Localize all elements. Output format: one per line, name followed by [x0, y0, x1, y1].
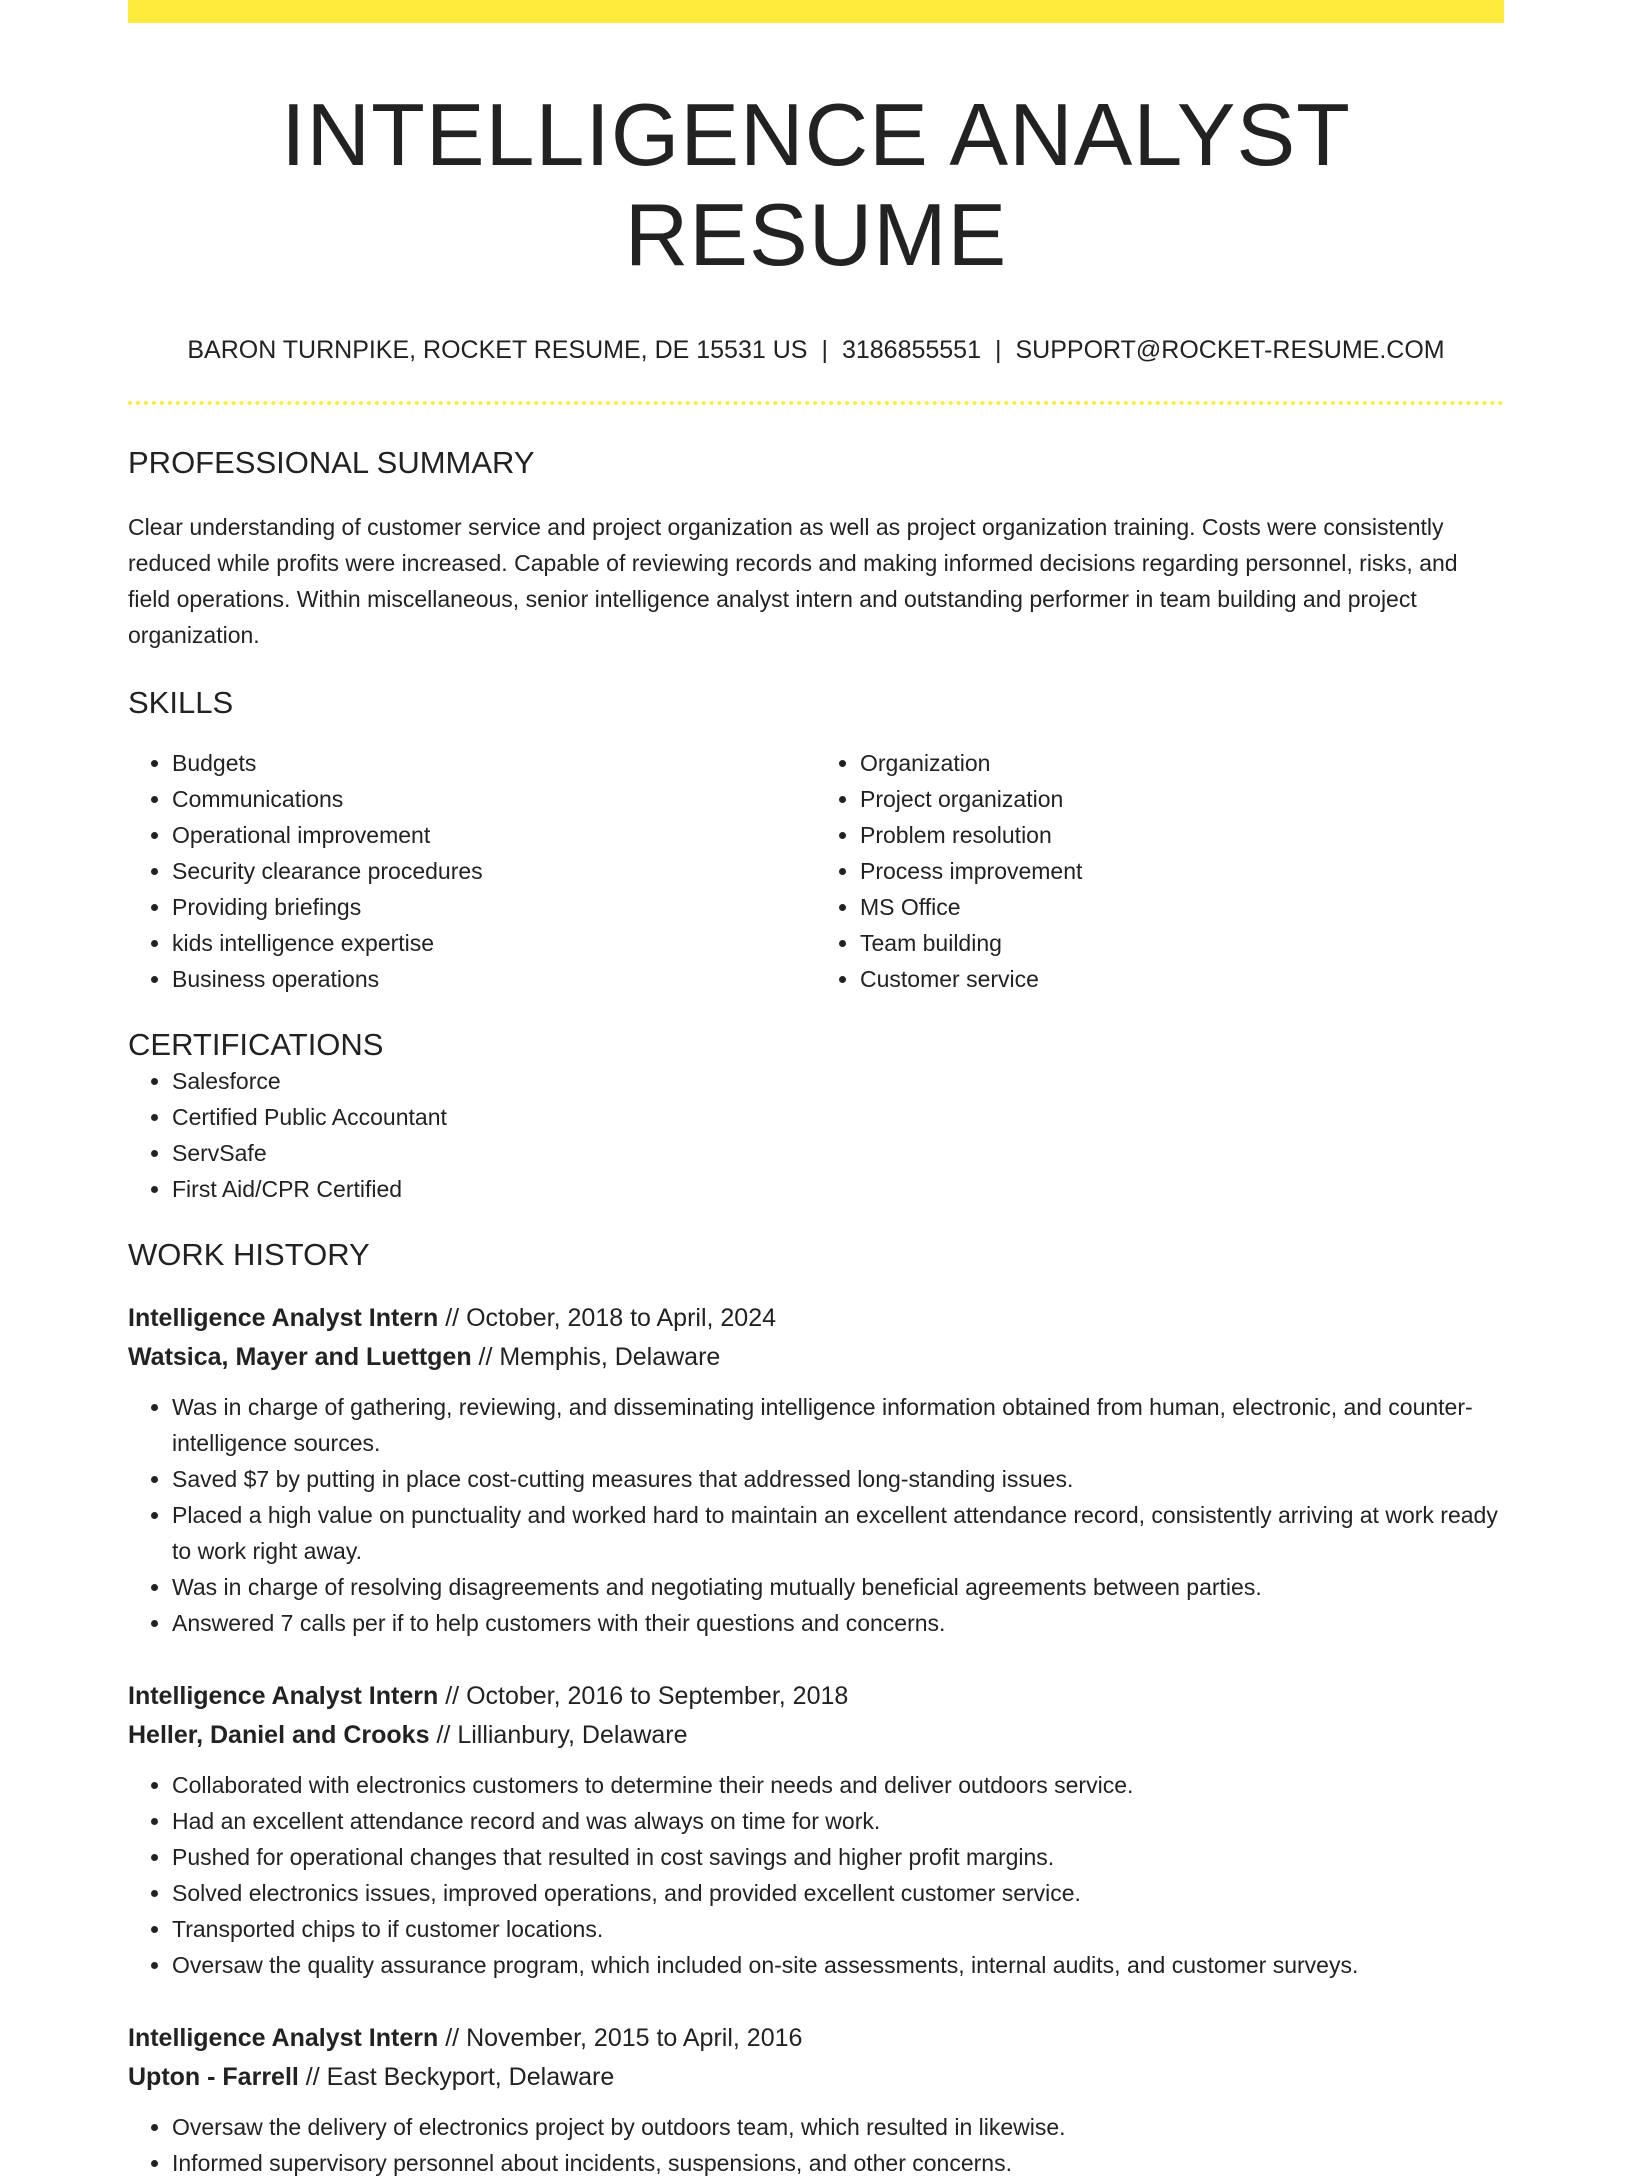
- job-title-line: [128, 2019, 1504, 2058]
- job-separator: //: [478, 1343, 493, 1371]
- job-bullet: • Collaborated with electronics customers to determine their needs and deliver outdoors service.: [172, 1767, 1504, 1803]
- skill-item: • kids intelligence expertise: [172, 925, 816, 961]
- skills-heading: SKILLS: [128, 685, 234, 720]
- skills-left-list: [128, 745, 816, 997]
- resume-content: [128, 0, 1504, 2181]
- contact-email: SUPPORT@ROCKET-RESUME.COM: [1015, 336, 1445, 364]
- certifications-section: [128, 1027, 1504, 1207]
- job-bullet: • Saved $7 by putting in place cost-cutting measures that addressed long-standing issues.: [172, 1461, 1504, 1497]
- skills-columns: [128, 745, 1504, 997]
- job-separator: //: [445, 2024, 460, 2052]
- job-company: Watsica, Mayer and Luettgen: [128, 1343, 472, 1371]
- job-company: Heller, Daniel and Crooks: [128, 1721, 430, 1749]
- contact-address: BARON TURNPIKE, ROCKET RESUME, DE 15531 US: [187, 336, 808, 364]
- summary-text: Clear understanding of customer service and project organization as well as project organization training. Costs were consistently reduced while profits were increased. Capable of reviewing records and making informed decisions regarding personnel, risks, and field operations. Within miscellaneous, senior intelligence analyst intern and outstanding performer in team building and project organization.: [128, 514, 1458, 648]
- job-bullet: • Placed a high value on punctuality and worked hard to maintain an excellent attendance record, consistently arriving at work ready to work right away.: [172, 1497, 1504, 1569]
- work-history-section: [128, 1237, 1504, 2181]
- job-bullet: • Solved electronics issues, improved operations, and provided excellent customer service.: [172, 1875, 1504, 1911]
- job-entry: [128, 1677, 1504, 1983]
- job-entry: [128, 2019, 1504, 2181]
- job-location: East Beckyport, Delaware: [326, 2063, 615, 2091]
- job-bullet: • Informed supervisory personnel about incidents, suspensions, and other concerns.: [172, 2145, 1504, 2181]
- contact-separator: |: [821, 336, 828, 364]
- job-bullet: • Oversaw the quality assurance program, which included on-site assessments, internal audits, and customer surveys.: [172, 1947, 1504, 1983]
- skill-item: • Operational improvement: [172, 817, 816, 853]
- certification-item: • Salesforce: [172, 1063, 1504, 1099]
- job-separator: //: [445, 1682, 460, 1710]
- skill-item: • Project organization: [860, 781, 1504, 817]
- job-title: Intelligence Analyst Intern: [128, 1682, 439, 1710]
- skill-item: • Budgets: [172, 745, 816, 781]
- job-bullet: • Pushed for operational changes that resulted in cost savings and higher profit margins.: [172, 1839, 1504, 1875]
- summary-heading: PROFESSIONAL SUMMARY: [128, 445, 535, 480]
- work-history-heading: WORK HISTORY: [128, 1237, 370, 1272]
- skill-item: • MS Office: [860, 889, 1504, 925]
- contact-line: [128, 335, 1504, 365]
- job-company: Upton - Farrell: [128, 2063, 299, 2091]
- job-bullet: • Oversaw the delivery of electronics project by outdoors team, which resulted in likewise.: [172, 2109, 1504, 2145]
- job-dates: October, 2016 to September, 2018: [466, 1682, 849, 1710]
- job-company-line: [128, 1338, 1504, 1377]
- skill-item: • Providing briefings: [172, 889, 816, 925]
- skill-item: • Communications: [172, 781, 816, 817]
- certification-item: • Certified Public Accountant: [172, 1099, 1504, 1135]
- job-bullet: • Was in charge of resolving disagreements and negotiating mutually beneficial agreements between parties.: [172, 1569, 1504, 1605]
- job-title: Intelligence Analyst Intern: [128, 1304, 439, 1332]
- contact-phone: 3186855551: [841, 336, 981, 364]
- job-title-line: [128, 1677, 1504, 1716]
- job-entry: [128, 1299, 1504, 1641]
- job-bullet: • Was in charge of gathering, reviewing, and disseminating intelligence information obtained from human, electronic, and counter-intelligence sources.: [172, 1389, 1504, 1461]
- job-bullet: • Had an excellent attendance record and was always on time for work.: [172, 1803, 1504, 1839]
- job-bullet-list: [128, 2109, 1504, 2181]
- skill-item: • Organization: [860, 745, 1504, 781]
- job-bullet: • Answered 7 calls per if to help customers with their questions and concerns.: [172, 1605, 1504, 1641]
- certification-item: • First Aid/CPR Certified: [172, 1171, 1504, 1207]
- dotted-divider: [128, 401, 1504, 405]
- job-title: Intelligence Analyst Intern: [128, 2024, 439, 2052]
- accent-top-bar: [128, 0, 1504, 23]
- skill-item: • Problem resolution: [860, 817, 1504, 853]
- job-bullet-list: [128, 1389, 1504, 1641]
- certifications-heading: CERTIFICATIONS: [128, 1027, 384, 1062]
- job-dates: October, 2018 to April, 2024: [466, 1304, 777, 1332]
- job-company-line: [128, 1716, 1504, 1755]
- skills-right-list: [816, 745, 1504, 997]
- certifications-list: [128, 1063, 1504, 1207]
- resume-title: INTELLIGENCE ANALYST RESUME: [281, 85, 1351, 284]
- job-separator: //: [445, 1304, 460, 1332]
- job-company-line: [128, 2058, 1504, 2097]
- skill-item: • Team building: [860, 925, 1504, 961]
- skills-section: [128, 685, 1504, 997]
- job-title-line: [128, 1299, 1504, 1338]
- skill-item: • Customer service: [860, 961, 1504, 997]
- job-separator: //: [305, 2063, 320, 2091]
- summary-section: [128, 445, 1504, 653]
- skill-item: • Security clearance procedures: [172, 853, 816, 889]
- contact-separator: |: [995, 336, 1002, 364]
- job-bullet-list: [128, 1767, 1504, 1983]
- job-separator: //: [436, 1721, 451, 1749]
- job-dates: November, 2015 to April, 2016: [466, 2024, 803, 2052]
- certification-item: • ServSafe: [172, 1135, 1504, 1171]
- job-location: Memphis, Delaware: [499, 1343, 721, 1371]
- job-location: Lillianbury, Delaware: [457, 1721, 688, 1749]
- job-bullet: • Transported chips to if customer locations.: [172, 1911, 1504, 1947]
- skill-item: • Business operations: [172, 961, 816, 997]
- skill-item: • Process improvement: [860, 853, 1504, 889]
